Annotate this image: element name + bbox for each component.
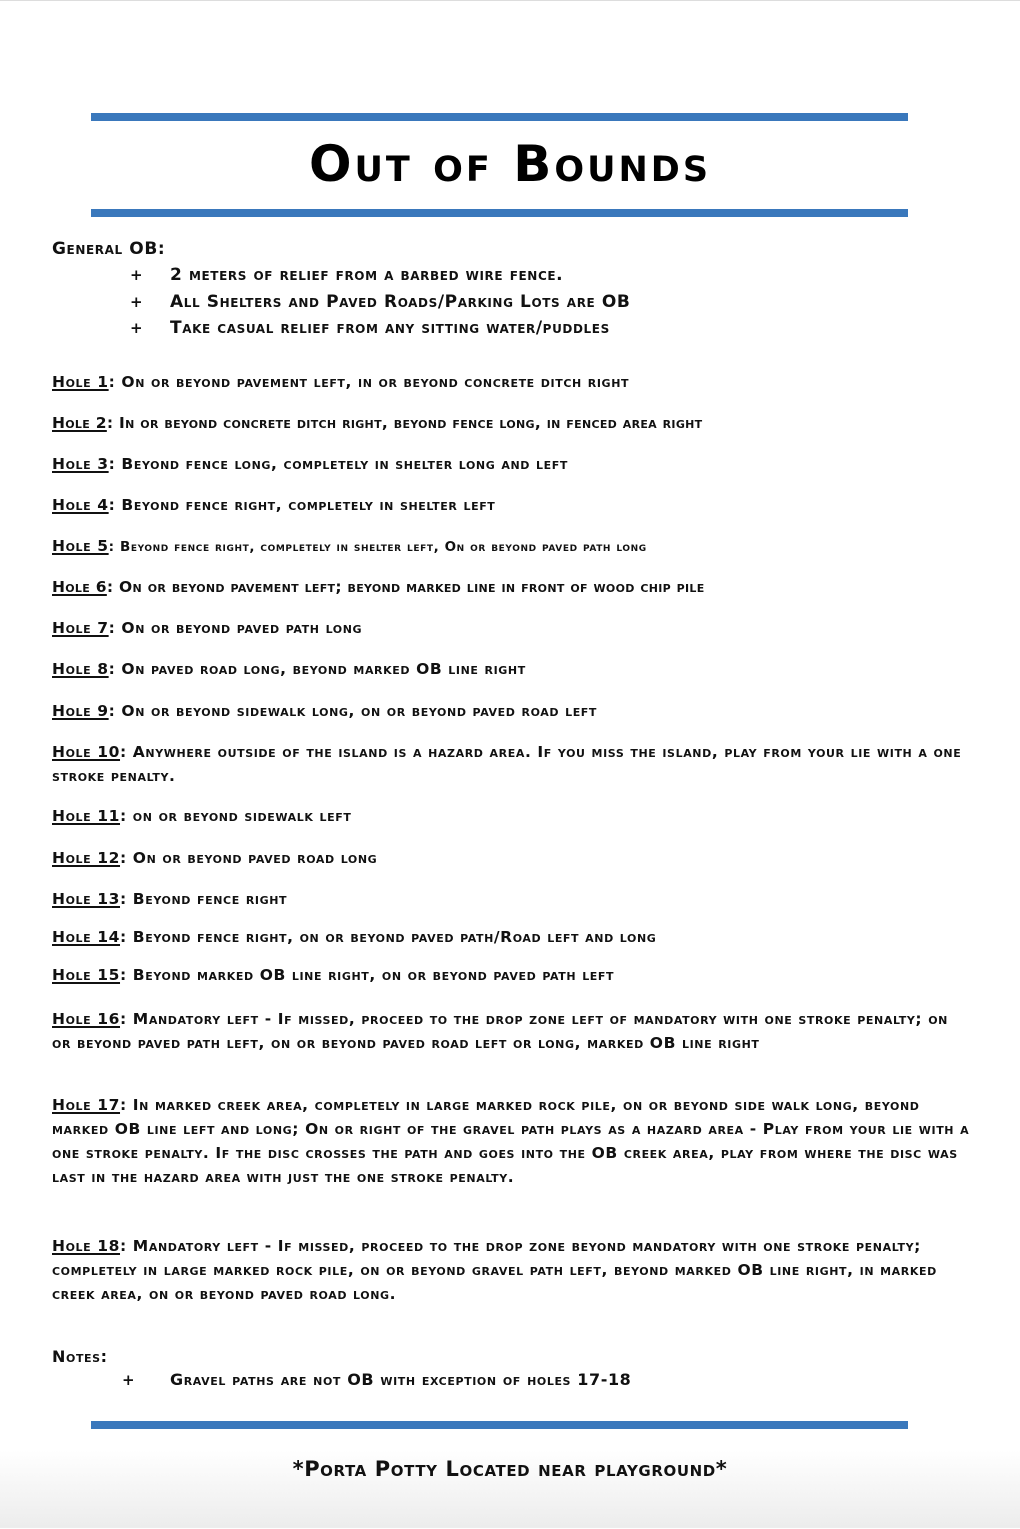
hole-rule-1 (52, 370, 972, 394)
hole-rule-text: : On or beyond paved path long (108, 619, 363, 637)
hole-rule-text: : Anywhere outside of the island is a hazard area. If you miss the island, play from your lie with a one stroke penalty. (52, 743, 962, 785)
hole-rule-13 (52, 887, 972, 911)
hole-rule-4 (52, 493, 972, 517)
hole-rule-text: : In or beyond concrete ditch right, beyond fence long, in fenced area right (106, 414, 703, 432)
hole-rule-11 (52, 804, 972, 828)
hole-label: Hole 6 (52, 578, 107, 596)
hole-label: Hole 10 (52, 743, 121, 761)
notes-item-text: Gravel paths are not OB with exception of holes 17-18 (170, 1370, 632, 1389)
hole-rule-16 (52, 1007, 972, 1055)
hole-rule-text: : Mandatory left - If missed, proceed to the drop zone beyond mandatory with one stroke penalty; completely in large marked rock pile, on or beyond gravel path left, beyond marked OB line right, in marked creek area, on or beyond paved road long. (52, 1237, 937, 1303)
hole-rule-text: : On or beyond pavement left, in or beyond concrete ditch right (108, 373, 630, 391)
hole-rule-15 (52, 963, 972, 987)
hole-rule-text: : Beyond marked OB line right, on or beyond paved path left (120, 966, 615, 984)
page-title: Out of Bounds (308, 135, 712, 193)
plus-bullet-icon: + (130, 266, 144, 284)
hole-label: Hole 2 (52, 414, 107, 432)
hole-label: Hole 9 (52, 702, 109, 720)
hole-rule-text: : On or beyond paved road long (120, 849, 378, 867)
hole-rule-text: : Beyond fence right, completely in shelter left, On or beyond paved path long (108, 539, 647, 555)
hole-label: Hole 14 (52, 928, 121, 946)
top-divider-bar (91, 113, 908, 121)
notes-item (122, 1370, 631, 1389)
hole-rule-3 (52, 452, 972, 476)
hole-label: Hole 15 (52, 966, 121, 984)
hole-rule-7 (52, 616, 972, 640)
hole-label: Hole 4 (52, 496, 109, 514)
hole-rule-text: : on or beyond sidewalk left (120, 807, 352, 825)
hole-label: Hole 3 (52, 455, 109, 473)
hole-label: Hole 18 (52, 1237, 121, 1255)
general-ob-item (130, 318, 610, 338)
hole-rule-text: : Beyond fence right (120, 890, 288, 908)
plus-bullet-icon: + (122, 1371, 136, 1389)
hole-label: Hole 16 (52, 1010, 121, 1028)
hole-rule-8 (52, 657, 972, 681)
hole-label: Hole 12 (52, 849, 121, 867)
hole-label: Hole 8 (52, 660, 109, 678)
footer-note: *Porta Potty Located near playground* (292, 1457, 728, 1481)
notes-heading: Notes: (52, 1347, 108, 1366)
hole-rule-text: : In marked creek area, completely in large marked rock pile, on or beyond side walk long, beyond marked OB line left and long; On or right of the gravel path plays as a hazard area - Play from your lie with a one stroke penalty. If the disc crosses the path and goes into the OB creek area, play from where the disc was last in the hazard area with just the one stroke penalty. (52, 1096, 970, 1186)
hole-rule-text: : On or beyond pavement left; beyond marked line in front of wood chip pile (106, 578, 705, 596)
ob-rules-page (0, 1, 1020, 1529)
hole-rule-text: : On or beyond sidewalk long, on or beyond paved road left (108, 702, 598, 720)
hole-rule-text: : Mandatory left - If missed, proceed to the drop zone left of mandatory with one stroke penalty; on or beyond paved path left, on or beyond paved road left or long, marked OB line right (52, 1010, 948, 1052)
hole-rule-2 (52, 411, 972, 435)
general-ob-item-text: 2 meters of relief from a barbed wire fence. (170, 265, 564, 285)
hole-rule-text: : Beyond fence long, completely in shelter long and left (108, 455, 568, 473)
hole-label: Hole 7 (52, 619, 109, 637)
hole-rule-text: : Beyond fence right, completely in shelter left (108, 496, 496, 514)
hole-rule-17 (52, 1093, 972, 1189)
hole-rule-9 (52, 699, 972, 723)
hole-label: Hole 17 (52, 1096, 121, 1114)
hole-rule-14 (52, 925, 972, 949)
general-ob-heading: General OB: (52, 239, 166, 259)
hole-rule-text: : Beyond fence right, on or beyond paved path/Road left and long (120, 928, 657, 946)
hole-rule-5 (52, 534, 972, 559)
general-ob-item (130, 265, 563, 285)
title-divider-bar (91, 209, 908, 217)
bottom-divider-bar (91, 1421, 908, 1429)
hole-rule-text: : On paved road long, beyond marked OB line right (108, 660, 526, 678)
hole-label: Hole 1 (52, 373, 109, 391)
hole-rule-10 (52, 740, 972, 788)
general-ob-item (130, 292, 630, 312)
hole-label: Hole 13 (52, 890, 121, 908)
hole-rule-6 (52, 575, 972, 599)
hole-label: Hole 11 (52, 807, 121, 825)
plus-bullet-icon: + (130, 293, 144, 311)
hole-rule-18 (52, 1234, 972, 1306)
plus-bullet-icon: + (130, 319, 144, 337)
hole-label: Hole 5 (52, 537, 109, 555)
general-ob-item-text: All Shelters and Paved Roads/Parking Lots are OB (170, 292, 631, 312)
general-ob-item-text: Take casual relief from any sitting water/puddles (170, 318, 610, 338)
hole-rule-12 (52, 846, 972, 870)
